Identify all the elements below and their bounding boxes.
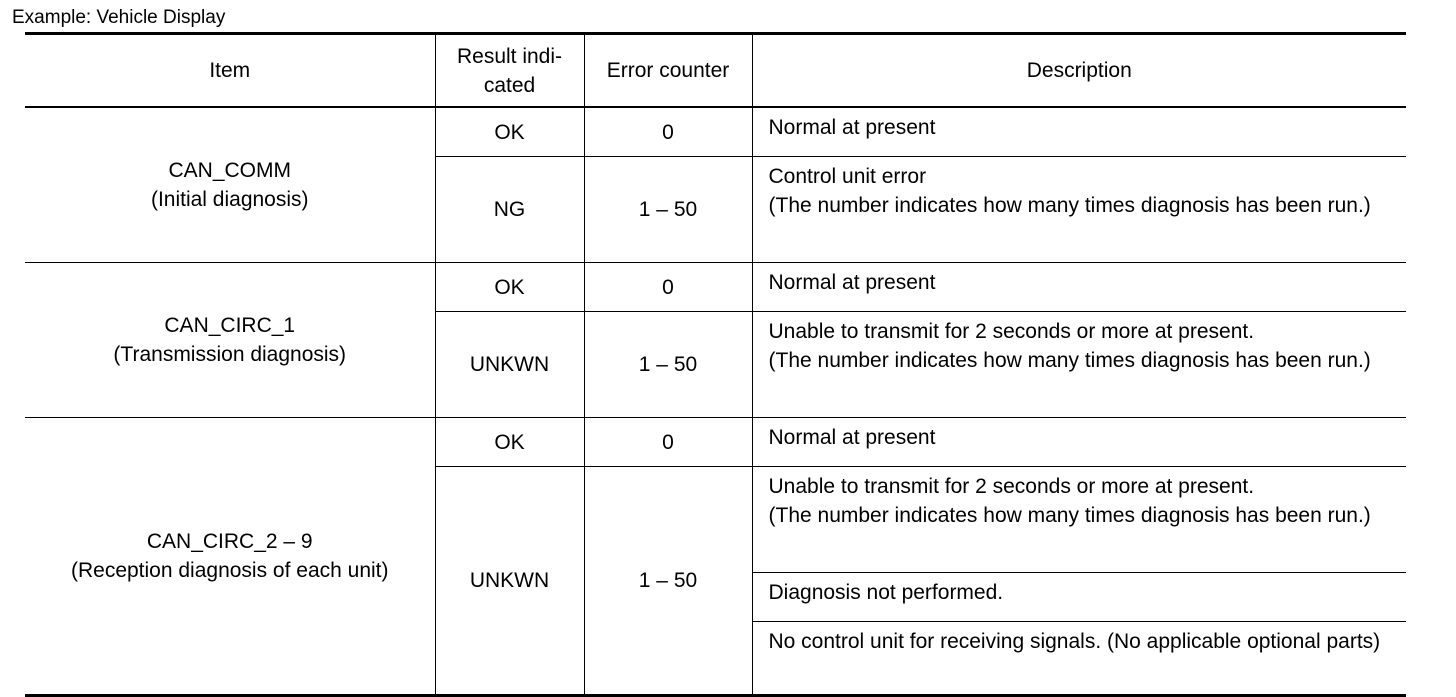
result-cell: OK [435,418,584,467]
description-cell [752,622,1406,696]
item-name: CAN_CIRC_2 – 9 [146,530,313,553]
result-cell: UNKWN [435,312,584,418]
table-caption: Example: Vehicle Display [12,7,226,28]
description-cell [752,573,1406,622]
description-line: Normal at present [768,116,936,139]
result-cell: UNKWN [435,467,584,696]
description-cell [752,107,1406,157]
table-row [25,418,1406,467]
description-line: (The number indicates how many times diagnosis has been run.) [768,349,1371,372]
vehicle-display-table [25,32,1406,697]
counter-cell: 1 – 50 [584,467,752,696]
counter-cell: 0 [584,107,752,157]
description-cell [752,418,1406,467]
item-name: CAN_COMM [168,159,291,182]
description-line: No control unit for receiving signals. (No applicable optional parts) [768,630,1381,653]
table-row [25,263,1406,312]
description-line: Control unit error [768,165,927,188]
description-line: Diagnosis not performed. [768,581,1004,604]
item-cell-can-circ-2-9 [25,418,435,696]
description-line: Unable to transmit for 2 seconds or more at present. [768,475,1255,498]
result-cell: OK [435,263,584,312]
item-cell-can-comm [25,107,435,263]
counter-cell: 1 – 50 [584,157,752,263]
header-item: Item [25,34,435,108]
counter-cell: 1 – 50 [584,312,752,418]
description-cell [752,467,1406,573]
description-line: Normal at present [768,426,936,449]
table-row [25,107,1406,157]
description-cell [752,157,1406,263]
result-cell: OK [435,107,584,157]
item-subtitle: (Reception diagnosis of each unit) [70,559,389,582]
description-line: Normal at present [768,271,936,294]
description-line: Unable to transmit for 2 seconds or more at present. [768,320,1255,343]
header-row [25,34,1406,108]
header-description: Description [752,34,1406,108]
header-result-line1: Result indi- [456,44,563,68]
description-cell [752,263,1406,312]
header-result-line2: cated [483,73,536,97]
description-cell [752,312,1406,418]
item-cell-can-circ-1 [25,263,435,418]
header-error-counter: Error counter [584,34,752,108]
item-subtitle: (Transmission diagnosis) [113,343,347,366]
description-line: (The number indicates how many times diagnosis has been run.) [768,194,1371,217]
header-result-indicated [435,34,584,108]
result-cell: NG [435,157,584,263]
counter-cell: 0 [584,418,752,467]
item-subtitle: (Initial diagnosis) [150,188,309,211]
description-line: (The number indicates how many times diagnosis has been run.) [768,504,1371,527]
counter-cell: 0 [584,263,752,312]
item-name: CAN_CIRC_1 [164,314,296,337]
